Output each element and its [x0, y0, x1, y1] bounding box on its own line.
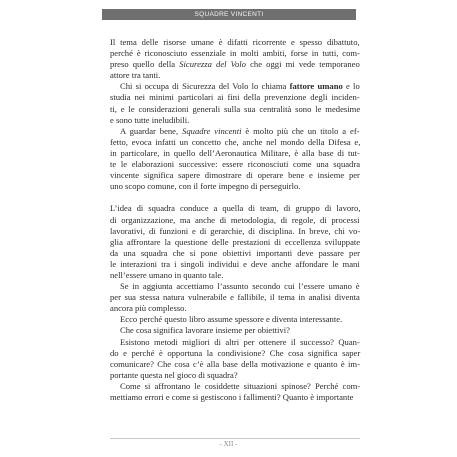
text-line — [110, 381, 360, 392]
text-line — [110, 70, 360, 81]
body-text — [110, 37, 360, 403]
bold-text: fattore umano — [289, 81, 343, 92]
paragraph — [110, 81, 360, 125]
text-line — [110, 159, 360, 170]
text-line — [110, 59, 360, 70]
text-line — [110, 181, 360, 192]
text-line — [110, 259, 360, 270]
text-line — [110, 215, 360, 226]
paragraph — [110, 325, 360, 336]
running-header: SQUADRE VINCENTI — [102, 9, 356, 20]
text-run: in particolare, in quello dell’Aeronautica Militare, è alla base di tut- — [110, 147, 360, 158]
text-line — [110, 115, 360, 126]
text-run: per sua stessa natura vulnerabile e fallibile, il tema in analisi diventa — [110, 292, 360, 303]
text-line — [110, 226, 360, 237]
text-line — [110, 348, 360, 359]
text-line — [110, 148, 360, 159]
text-run: portante questa nel gioco di squadra? — [110, 369, 238, 380]
text-run: Ecco perché questo libro assume spessore e diventa interessante. — [120, 314, 343, 325]
text-run: glia affrontare la questione delle prestazioni di eccellenza sviluppate — [110, 236, 361, 247]
paragraph — [110, 381, 360, 403]
text-run: comunicare? Che cosa c’è alla base della motivazione e quanto è im- — [110, 358, 360, 369]
text-run: e sono tutte ineludibili. — [110, 114, 190, 125]
italic-text: Squadre vincenti — [182, 125, 242, 136]
text-run: è molto più che un titolo a ef- — [241, 125, 360, 136]
text-line — [110, 270, 360, 281]
footer-rule — [110, 438, 360, 439]
paragraph — [110, 126, 360, 193]
text-run: ti, e le considerazioni generali sulla sua centralità sono le medesime — [110, 103, 361, 114]
text-line — [110, 359, 360, 370]
text-run: di organizzazione, ma anche di metodologia, di regole, di processi — [110, 214, 360, 225]
text-line — [110, 37, 360, 48]
text-line — [110, 203, 360, 214]
text-run: te le elaborazioni successive: essere riconosciuti come una squadra — [110, 159, 361, 170]
text-line — [110, 314, 360, 325]
text-run: e lo — [342, 81, 360, 92]
paragraph — [110, 203, 360, 281]
text-line — [110, 325, 360, 336]
text-line — [110, 137, 360, 148]
paragraph — [110, 281, 360, 314]
text-line — [110, 92, 360, 103]
text-run: perché è riconosciuto essenziale in molti ambiti, forse in tutti, com- — [110, 48, 360, 59]
text-run: Se in aggiunta accettiamo l’assunto secondo cui l’essere umano è — [120, 281, 360, 292]
text-run: fetto, evoca infatti un concetto che, anche nel mondo della Difesa e, — [110, 136, 361, 147]
text-run: che oggi mi vede temporaneo — [245, 59, 360, 70]
italic-text: Sicurezza del Volo — [179, 59, 246, 70]
text-line — [110, 337, 360, 348]
text-run: Chi si occupa di Sicurezza del Volo lo chiama — [120, 81, 290, 92]
text-run: Che cosa significa lavorare insieme per obiettivi? — [120, 325, 290, 336]
text-run: lavorativi, di funzioni e di gerarchie, di disciplina. In breve, chi vo- — [110, 225, 361, 236]
text-run: le interazioni tra i singoli individui e deve anche affondare le mani — [110, 258, 360, 269]
text-run: preso quello della — [110, 59, 180, 70]
text-run: uno scopo comune, con il forte impegno di perseguirlo. — [110, 181, 301, 192]
text-run: Il tema delle risorse umane è difatti ricorrente e spesso dibattuto, — [110, 37, 360, 47]
text-run: vincente significa sapere dimostrare di operare bene e insieme per — [110, 170, 360, 181]
text-run: A guardar bene, — [120, 125, 183, 136]
paragraph — [110, 337, 360, 381]
text-line — [110, 392, 360, 403]
text-run: studia nei minimi particolari ai fini della prevenzione degli inciden- — [110, 92, 360, 103]
text-line — [110, 370, 360, 381]
text-line — [110, 48, 360, 59]
text-line — [110, 81, 360, 92]
text-line — [110, 248, 360, 259]
page-number: - XII - — [219, 440, 238, 448]
paragraph — [110, 314, 360, 325]
text-line — [110, 281, 360, 292]
text-line — [110, 292, 360, 303]
paragraph — [110, 37, 360, 81]
text-run: Come si affrontano le cosiddette situazioni spinose? Perché com- — [120, 380, 361, 391]
text-line — [110, 104, 360, 115]
text-line — [110, 170, 360, 181]
text-run: da una squadra che si pone obiettivi importanti deve passare per — [110, 247, 361, 258]
text-run: nell’essere umano in quanto tale. — [110, 269, 224, 280]
text-run: do e perché è opportuna la condivisione? Che cosa significa saper — [110, 347, 361, 358]
text-line — [110, 126, 360, 137]
text-line — [110, 237, 360, 248]
text-line — [110, 303, 360, 314]
paragraph-gap — [110, 192, 360, 203]
text-run: ancora più complesso. — [110, 303, 187, 314]
text-run: Esistono metodi migliori di altri per ottenere il successo? Quan- — [120, 336, 360, 347]
text-run: L’idea di squadra conduce a quella di team, di gruppo di lavoro, — [110, 203, 361, 214]
text-run: attore tra tanti. — [110, 70, 161, 81]
text-run: mettiamo errori e come si gestiscono i fallimenti? Quanto è importante — [110, 392, 354, 402]
